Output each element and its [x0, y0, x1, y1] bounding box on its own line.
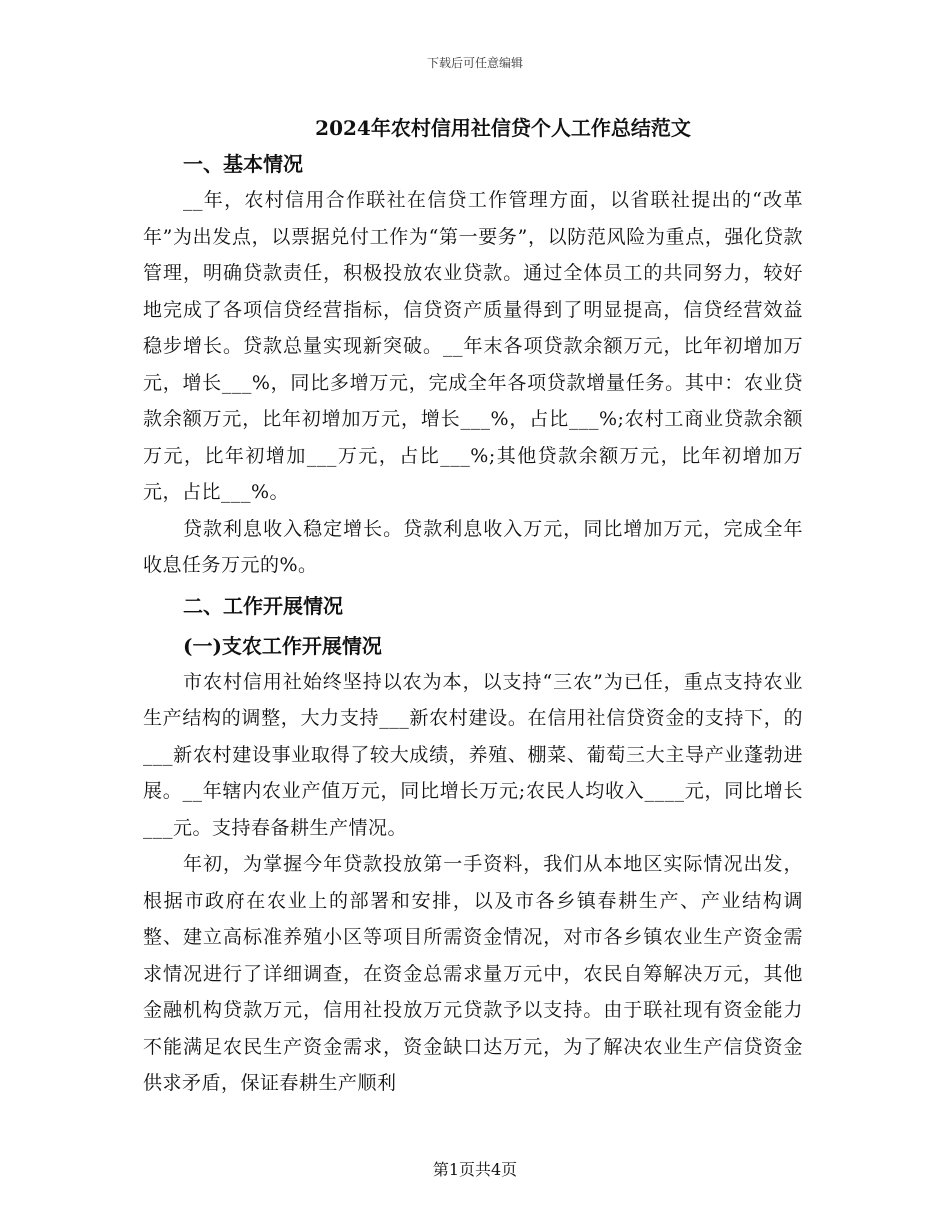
document-title: 2024年农村信用社信贷个人工作总结范文 — [315, 116, 691, 140]
paragraph-basic-situation: __年，农村信用合作联社在信贷工作管理方面，以省联社提出的“改革年”为出发点，以票据兑付工作为“第一要务”，以防范风险为重点，强化贷款管理，明确贷款责任，积极投放农业贷款。通过全体员工的共同努力，较好地完成了各项信贷经营指标，信贷资产质量得到了明显提高，信贷经营效益稳步增长。贷款总量实现新突破。__年末各项贷款余额万元，比年初增加万元，增长___%，同比多增万元，完成全年各项贷款增量任务。其中：农业贷款余额万元，比年初增加万元，增长___%，占比___%;农村工商业贷款余额万元，比年初增加___万元，占比___%;其他贷款余额万元，比年初增加万元，占比___%。 — [143, 189, 803, 503]
paragraph-agri-support: 市农村信用社始终坚持以农为本，以支持“三农”为已任，重点支持农业生产结构的调整，大力支持___新农村建设。在信用社信贷资金的支持下，的___新农村建设事业取得了较大成绩，养殖、棚菜、葡萄三大主导产业蓬勃进展。__年辖内农业产值万元，同比增长万元;农民人均收入____元，同比增长___元。支持春备耕生产情况。 — [143, 670, 803, 839]
paragraph-interest-income: 贷款利息收入稳定增长。贷款利息收入万元，同比增加万元，完成全年收息任务万元的%。 — [143, 517, 803, 576]
header-note: 下载后可任意编辑 — [426, 56, 523, 70]
section-heading-work: 二、工作开展情况 — [183, 593, 343, 618]
section-heading-basic: 一、基本情况 — [183, 152, 303, 176]
page-footer: 第1页共4页 — [432, 1160, 518, 1179]
paragraph-spring-plowing: 年初，为掌握今年贷款投放第一手资料，我们从本地区实际情况出发，根据市政府在农业上的部署和安排，以及市各乡镇春耕生产、产业结构调整、建立高标准养殖小区等项目所需资金情况，对市各乡镇农业生产资金需求情况进行了详细调查，在资金总需求量万元中，农民自筹解决万元，其他金融机构贷款万元，信用社投放万元贷款予以支持。由于联社现有资金能力不能满足农民生产资金需求，资金缺口达万元，为了解决农业生产信贷资金供求矛盾，保证春耕生产顺利 — [143, 853, 803, 1094]
subsection-heading-agri: (一)支农工作开展情况 — [183, 633, 382, 658]
document-body — [143, 114, 803, 1102]
